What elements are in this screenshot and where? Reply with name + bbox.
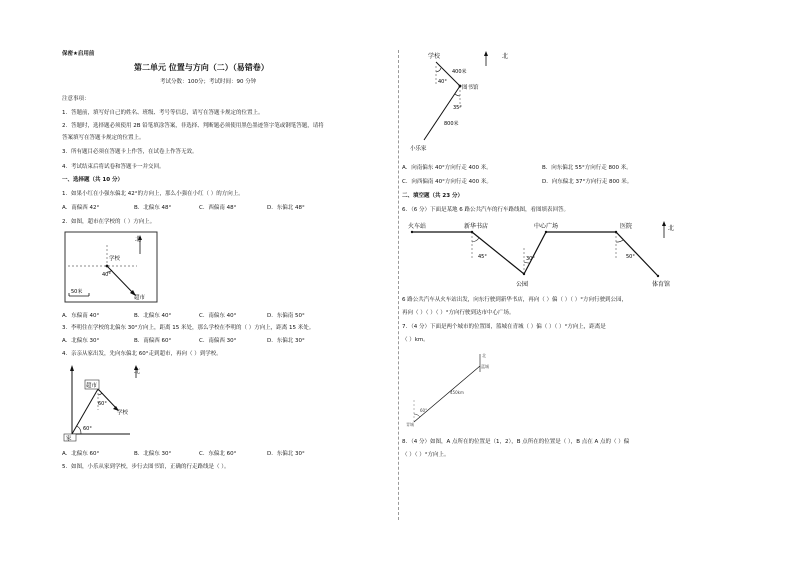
fig-label: 图书馆 [462, 85, 479, 91]
fig-label: 体育馆 [652, 281, 671, 288]
option[interactable]: C．向西偏南 40°方向行走 400 米。 [402, 179, 492, 185]
option[interactable]: C．南偏东 40° [199, 313, 237, 319]
question-line: 6 路公共汽车从火车站出发，向东行驶到新华书店，再向（ ）偏（ ）（ ）°方向行驶到公园， [402, 297, 627, 303]
fig-label: 北 [482, 353, 486, 358]
option[interactable]: C．西偏南 48° [199, 205, 237, 211]
note-line: 2．答题时，选择题必须使用 2B 铅笔填涂答案，非选择、判断题必须使用黑色墨迹签字笔或钢笔答题，请将 [62, 123, 324, 129]
question-stem: 3．李明住在学校的北偏东 30°方向上，距离 15 米处，那么学校在李明的（ ）方向上，距离 15 米处。 [62, 325, 315, 331]
fig-label: 60° [420, 408, 428, 413]
option[interactable]: B．北偏东 40° [134, 313, 172, 319]
fig-label: 蓝城 [481, 364, 489, 369]
option[interactable]: D．东偏北 30° [267, 338, 305, 344]
option[interactable]: A．北偏东 30° [62, 338, 100, 344]
fig-label: 北 [668, 225, 675, 232]
option[interactable]: D．东偏北 48° [267, 205, 305, 211]
fig-label: 北 [502, 53, 509, 60]
option[interactable]: C．南偏西 30° [199, 338, 237, 344]
option[interactable]: C．东偏北 60° [199, 451, 237, 457]
fig-label: 家 [66, 436, 72, 442]
fig-label: 超市 [86, 383, 98, 389]
q7-figure [404, 348, 504, 428]
q5-figure [402, 46, 512, 162]
section-heading: 一、选择题（共 10 分） [62, 177, 123, 183]
question-stem: 1．如果小红在小强东偏北 42°的方向上，那么小强在小红（ ）的方向上。 [62, 191, 244, 197]
option[interactable]: B．北偏东 48° [134, 205, 172, 211]
fig-label: 公园 [516, 281, 529, 288]
option[interactable]: D．东偏北 30° [267, 451, 305, 457]
fig-label: 40° [102, 272, 111, 278]
fig-label: 60° [83, 426, 92, 432]
fig-label: 北 [134, 368, 141, 375]
fig-label: 学校 [428, 53, 441, 60]
option[interactable]: B．南偏西 60° [134, 338, 172, 344]
fig-label: 北 [135, 236, 142, 243]
note-line: 3．所有题目必须在答题卡上作答，在试卷上作答无效。 [62, 149, 198, 155]
fig-label: 45° [478, 254, 487, 260]
fig-label: 30° [526, 256, 535, 262]
fig-label: 50° [626, 254, 635, 260]
question-stem: 6．（6 分）下面是某地 6 路公共汽车的行车路线图，看图填表回答。 [402, 207, 569, 213]
question-line: （ ）（ ）°方向上。 [402, 452, 450, 458]
fig-label: 中心广场 [534, 223, 559, 230]
secret-label: 保密★启用前 [62, 51, 95, 57]
fig-label: 医院 [620, 223, 633, 230]
option[interactable]: B．向东偏北 55°方向行走 800 米。 [542, 165, 632, 171]
notes-heading: 注意事项： [62, 96, 90, 102]
option[interactable]: A．南偏西 42° [62, 205, 100, 211]
fig-label: 小乐家 [410, 146, 427, 152]
question-stem: 5．如图，小乐从家到学校，步行去图书馆，正确的行走路线是（ ）。 [62, 464, 230, 470]
question-line: （ ）km。 [402, 337, 429, 343]
fig-label: 60° [98, 401, 107, 407]
fig-label: 青城 [406, 422, 414, 427]
exam-meta: 考试分数：100分；考试时间：90 分钟 [160, 79, 257, 85]
column-divider [398, 50, 399, 520]
section-heading: 二、填空题（共 23 分） [402, 193, 463, 199]
fig-label: 学校 [109, 256, 121, 262]
option[interactable]: D．东偏南 50° [267, 313, 305, 319]
question-line: 8．（4 分）如图，A 点所在的位置是（1，2），B 点所在的位置是（ ），B 点在 A 点的（ ）偏 [402, 439, 630, 445]
note-line: 4．考试结束后将试卷和答题卡一并交回。 [62, 164, 165, 170]
option[interactable]: B．北偏东 30° [134, 451, 172, 457]
option[interactable]: D．向东偏北 37°方向行走 800 米。 [542, 179, 633, 185]
question-line: 7．（4 分）下面是两个城市的位置图，篮城在青城（ ）偏（ ）（ ）°方向上，距离是 [402, 324, 606, 330]
fig-label: 35° [453, 105, 462, 111]
fig-label: 学校 [117, 410, 129, 416]
question-stem: 2．如图，超市在学校的（ ）方向上。 [62, 219, 156, 225]
fig-label: 新华书店 [464, 223, 489, 230]
fig-label: 超市 [134, 295, 146, 301]
note-line: 答案填写在答题卡规定的位置上。 [62, 135, 145, 141]
q4-figure [62, 362, 162, 442]
option[interactable]: A．北偏东 60° [62, 451, 100, 457]
question-stem: 4．亲亲从家出发，先向东偏北 60°走到超市，再向（ ）到学校。 [62, 351, 222, 357]
fig-label: 50米 [71, 289, 83, 295]
option[interactable]: A．向南偏东 40°方向行走 400 米。 [402, 165, 492, 171]
fig-label: 800米 [444, 121, 459, 127]
option[interactable]: A．东偏南 40° [62, 313, 100, 319]
note-line: 1．答题前，填写好自己的姓名、班级、考号等信息，请写在答题卡规定的位置上。 [62, 110, 264, 116]
fig-label: 40° [438, 79, 447, 85]
q2-figure [62, 230, 162, 306]
fig-label: 400米 [452, 69, 467, 75]
page-title: 第二单元 位置与方向（二）（易错卷） [134, 63, 269, 72]
question-line: 再向（ ）（ ）（ ）°方向行驶到达市中心广场。 [402, 310, 515, 316]
fig-label: 火车站 [408, 223, 427, 230]
fig-label: 450km [450, 390, 464, 395]
q6-route-map [402, 218, 702, 294]
